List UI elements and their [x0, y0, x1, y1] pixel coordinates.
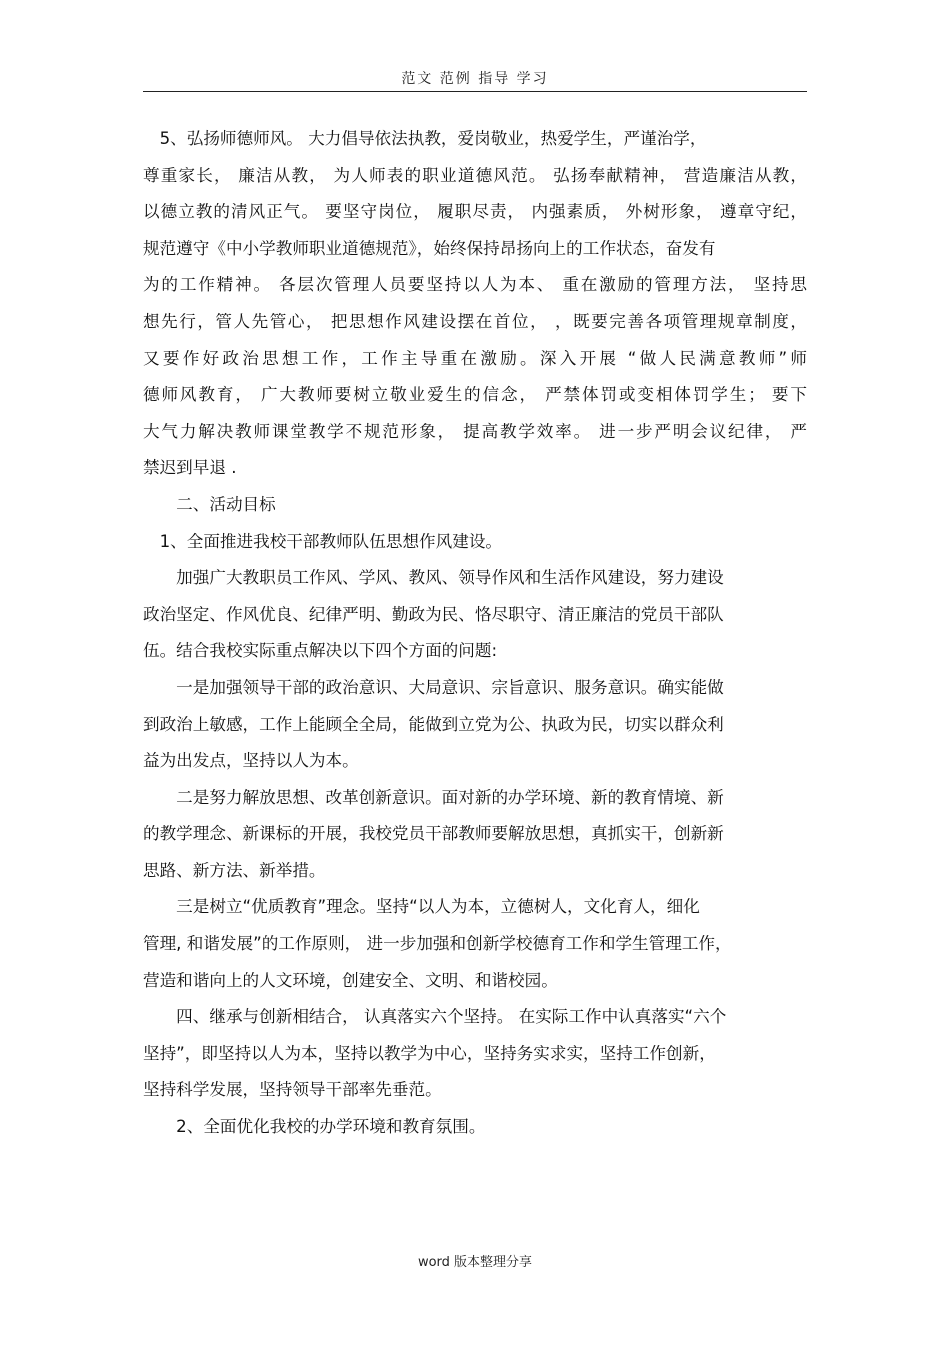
text-line: 1、全面推进我校干部教师队伍思想作风建设。 [143, 531, 503, 551]
text-line: 二、活动目标 [143, 494, 276, 514]
page-header: 范文 范例 指导 学习 [401, 71, 549, 87]
text-line: 规范遵守《中小学教师职业道德规范》，始终保持昂扬向上的工作状态，奋发有 [143, 238, 716, 258]
text-line: 禁迟到早退 . [143, 458, 237, 478]
text-line: 以德立教的清风正气。 要坚守岗位， 履职尽责， 内强素质， 外树形象， 遵章守纪， [143, 202, 807, 222]
text-line: 为的工作精神。 各层次管理人员要坚持以人为本、 重在激励的管理方法， 坚持思 [143, 275, 807, 295]
text-line: 营造和谐向上的人文环境，创建安全、文明、和谐校园。 [143, 970, 558, 990]
text-line: 三是树立“优质教育”理念。坚持“以人为本，立德树人，文化育人，细化 [143, 897, 700, 917]
text-line: 的教学理念、新课标的开展，我校党员干部教师要解放思想，真抓实干，创新新 [143, 824, 724, 844]
text-line: 又要作好政治思想工作，工作主导重在激励。深入开展 “做人民满意教师”师 [143, 348, 807, 368]
text-line: 加强广大教职员工作风、学风、教风、领导作风和生活作风建设，努力建设 [143, 568, 724, 588]
text-line: 想先行，管人先管心， 把思想作风建设摆在首位， ，既要完善各项管理规章制度， [143, 311, 807, 331]
text-line: 坚持科学发展，坚持领导干部率先垂范。 [143, 1080, 442, 1100]
text-line: 二是努力解放思想、改革创新意识。面对新的办学环境、新的教育情境、新 [143, 787, 724, 807]
text-line: 坚持”，即坚持以人为本，坚持以教学为中心，坚持务实求实，坚持工作创新， [143, 1043, 716, 1063]
header-divider [143, 91, 807, 92]
text-line: 大气力解决教师课堂教学不规范形象， 提高教学效率。 进一步严明会议纪律， 严 [143, 421, 807, 441]
text-line: 2、全面优化我校的办学环境和教育氛围。 [143, 1117, 486, 1137]
text-line: 一是加强领导干部的政治意识、大局意识、宗旨意识、服务意识。确实能做 [143, 677, 724, 697]
text-line: 到政治上敏感，工作上能顾全全局，能做到立党为公、执政为民，切实以群众利 [143, 714, 724, 734]
text-line: 伍。结合我校实际重点解决以下四个方面的问题: [143, 641, 498, 661]
text-line: 德师风教育， 广大教师要树立敬业爱生的信念， 严禁体罚或变相体罚学生； 要下 [143, 385, 807, 405]
document-body [143, 126, 807, 1151]
text-line: 益为出发点，坚持以人为本。 [143, 751, 359, 771]
text-line: 四、继承与创新相结合， 认真落实六个坚持。 在实际工作中认真落实“六个 [143, 1007, 727, 1027]
text-line: 思路、新方法、新举措。 [143, 860, 326, 880]
text-line: 管理, 和谐发展”的工作原则， 进一步加强和创新学校德育工作和学生管理工作， [143, 934, 732, 954]
page-footer: word 版本整理分享 [417, 1255, 533, 1270]
text-line: 5、弘扬师德师风。 大力倡导依法执教，爱岗敬业，热爱学生，严谨治学， [143, 129, 707, 148]
text-line: 政治坚定、作风优良、纪律严明、勤政为民、恪尽职守、清正廉洁的党员干部队 [143, 604, 724, 624]
text-line: 尊重家长， 廉洁从教， 为人师表的职业道德风范。 弘扬奉献精神， 营造廉洁从教， [143, 165, 807, 185]
